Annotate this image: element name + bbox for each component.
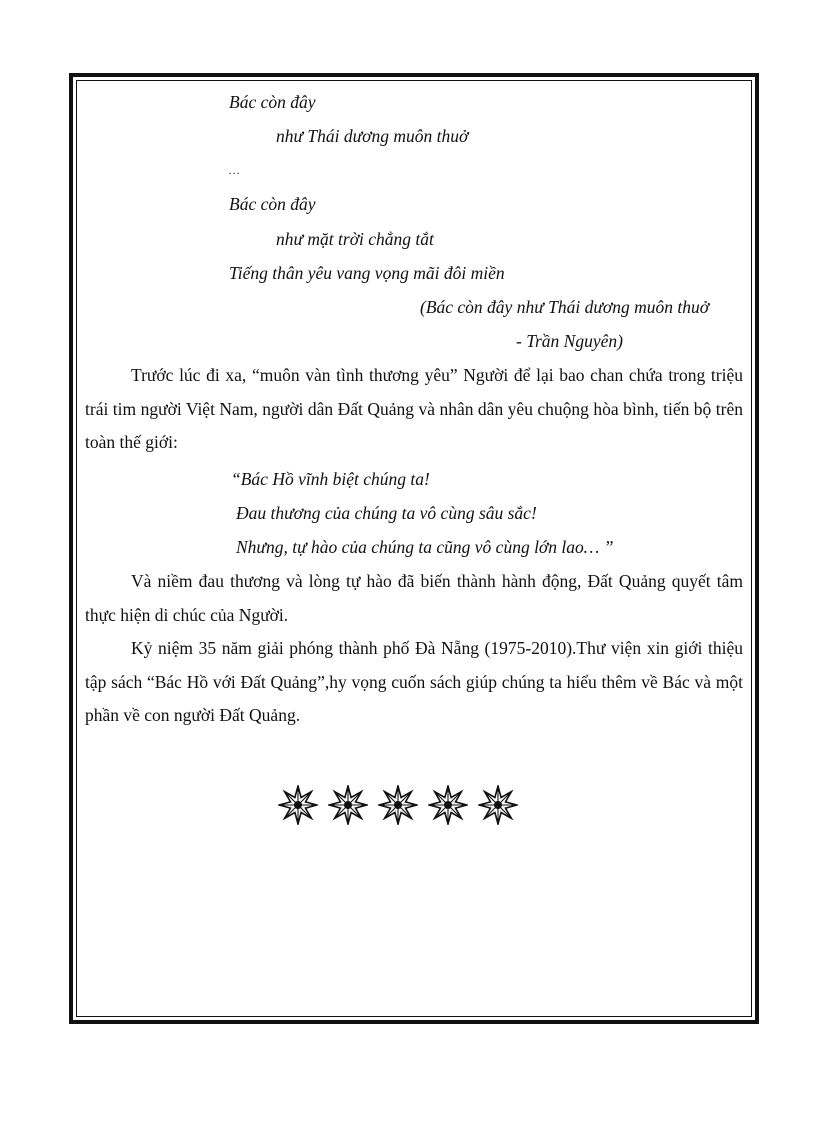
eight-point-star-icon [278, 785, 318, 825]
poem-line-6: Tiếng thân yêu vang vọng mãi đôi miền [229, 263, 505, 283]
paragraph-2-text: Và niềm đau thương và lòng tự hào đã biến thành hành động, Đất Quảng quyết tâm thực hiện di chúc của Người. [85, 571, 743, 625]
eight-point-star-icon [478, 785, 518, 825]
poem-ellipsis: … [229, 163, 240, 177]
paragraph-2 [85, 565, 743, 632]
paragraph-3 [85, 632, 743, 733]
eight-point-star-icon [378, 785, 418, 825]
paragraph-1 [85, 359, 743, 460]
paragraph-3-text: Kỷ niệm 35 năm giải phóng thành phố Đà Nẵng (1975-2010).Thư viện xin giới thiệu tập sách “Bác Hồ với Đất Quảng”,hy vọng cuốn sách giúp chúng ta hiểu thêm về Bác và một phần về con người Đất Quảng. [85, 638, 743, 725]
poem-source-author: - Trần Nguyên) [516, 331, 623, 351]
poem-line-4: Bác còn đây [229, 194, 316, 214]
quote-line-1: “Bác Hồ vĩnh biệt chúng ta! [231, 469, 430, 489]
eight-point-star-icon [428, 785, 468, 825]
paragraph-1-text: Trước lúc đi xa, “muôn vàn tình thương yêu” Người để lại bao chan chứa trong triệu trái tim người Việt Nam, người dân Đất Quảng và nhân dân yêu chuộng hòa bình, tiến bộ trên toàn thế giới: [85, 365, 743, 452]
quote-line-3: Nhưng, tự hào của chúng ta cũng vô cùng lớn lao… ” [236, 537, 614, 557]
poem-line-5: như mặt trời chẳng tắt [276, 229, 434, 249]
star-ornament-row [278, 785, 518, 829]
poem-line-1: Bác còn đây [229, 92, 316, 112]
poem-line-2: như Thái dương muôn thuở [276, 126, 469, 146]
eight-point-star-icon [328, 785, 368, 825]
quote-line-2: Đau thương của chúng ta vô cùng sâu sắc! [236, 503, 537, 523]
poem-source-title: (Bác còn đây như Thái dương muôn thuở [420, 297, 710, 317]
